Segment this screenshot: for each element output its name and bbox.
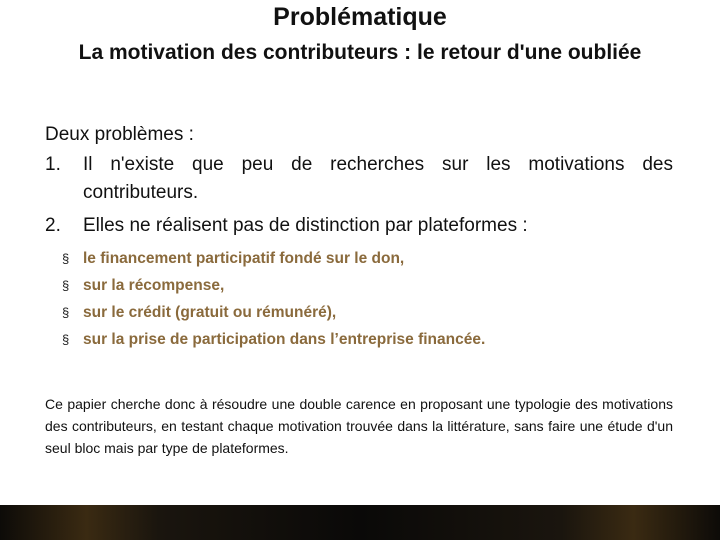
platform-item — [45, 326, 673, 353]
problem-number: 2. — [45, 215, 61, 236]
platform-text: sur la prise de participation dans l’entreprise financée. — [83, 331, 486, 348]
conclusion-text: Ce papier cherche donc à résoudre une double carence en proposant une typologie des motivations des contributeurs, en testant chaque motivation trouvée dans la littérature, sans faire une étude d'un seul bloc mais par type de plateformes. — [45, 396, 673, 456]
platform-item — [45, 272, 673, 299]
bullet-icon: § — [62, 251, 70, 266]
platform-item — [45, 245, 673, 272]
platform-text: sur le crédit (gratuit ou rémunéré), — [83, 304, 337, 321]
platform-text: sur la récompense, — [83, 277, 225, 294]
problem-text: Elles ne réalisent pas de distinction par plateformes : — [83, 215, 528, 236]
platform-list — [45, 245, 673, 353]
platform-text: le financement participatif fondé sur le don, — [83, 250, 405, 267]
slide-title: Problématique — [273, 3, 447, 31]
slide-subtitle: La motivation des contributeurs : le retour d'une oubliée — [78, 41, 642, 64]
problem-item — [45, 212, 673, 240]
intro-text: Deux problèmes : — [45, 124, 194, 145]
bullet-icon: § — [62, 305, 70, 320]
bullet-icon: § — [62, 278, 70, 293]
bullet-icon: § — [62, 332, 70, 347]
problem-text: Il n'existe que peu de recherches sur les motivations des contributeurs. — [83, 154, 673, 203]
platform-item — [45, 299, 673, 326]
footer-bar — [0, 505, 720, 540]
problem-number: 1. — [45, 154, 61, 175]
problem-item — [45, 151, 673, 207]
problem-list — [45, 151, 673, 240]
slide-content — [45, 121, 673, 353]
